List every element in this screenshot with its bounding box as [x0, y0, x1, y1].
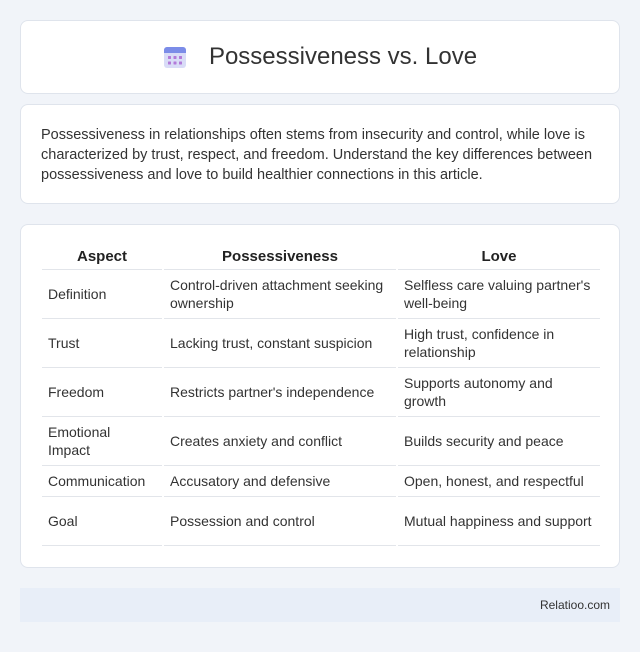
love-cell: Open, honest, and respectful	[397, 465, 600, 496]
possessiveness-cell: Accusatory and defensive	[163, 465, 397, 496]
aspect-cell: Freedom	[42, 367, 163, 416]
love-cell: Supports autonomy and growth	[397, 367, 600, 416]
table-row	[42, 496, 600, 545]
love-cell: Mutual happiness and support	[397, 496, 600, 545]
header-aspect: Aspect	[42, 245, 163, 269]
footer-brand: Relatioo.com	[539, 598, 610, 612]
page-title: Possessiveness vs. Love	[208, 43, 478, 70]
table-row	[42, 416, 600, 465]
aspect-cell: Trust	[42, 318, 163, 367]
possessiveness-cell: Restricts partner's independence	[163, 367, 397, 416]
table-row	[42, 465, 600, 496]
possessiveness-cell: Lacking trust, constant suspicion	[163, 318, 397, 367]
love-cell: Builds security and peace	[397, 416, 600, 465]
possessiveness-cell: Possession and control	[163, 496, 397, 545]
header-possessiveness: Possessiveness	[163, 245, 397, 269]
table-header-row	[42, 245, 600, 269]
title-card	[20, 20, 620, 94]
love-cell: Selfless care valuing partner's well-being	[397, 269, 600, 318]
love-cell: High trust, confidence in relationship	[397, 318, 600, 367]
aspect-cell: Emotional Impact	[42, 416, 163, 465]
table-row	[42, 269, 600, 318]
comparison-table-card	[20, 224, 620, 568]
intro-card	[20, 104, 620, 204]
calendar-icon	[163, 45, 187, 69]
table-row	[42, 318, 600, 367]
header-love: Love	[397, 245, 600, 269]
possessiveness-cell: Creates anxiety and conflict	[163, 416, 397, 465]
aspect-cell: Definition	[42, 269, 163, 318]
footer	[20, 588, 620, 622]
intro-text: Possessiveness in relationships often stems from insecurity and control, while love is characterized by trust, respect, and freedom. Understand the key differences between possessiveness and love to build healthier connections in this article.	[41, 127, 593, 183]
comparison-table	[42, 245, 600, 546]
aspect-cell: Communication	[42, 465, 163, 496]
table-row	[42, 367, 600, 416]
possessiveness-cell: Control-driven attachment seeking ownership	[163, 269, 397, 318]
aspect-cell: Goal	[42, 496, 163, 545]
